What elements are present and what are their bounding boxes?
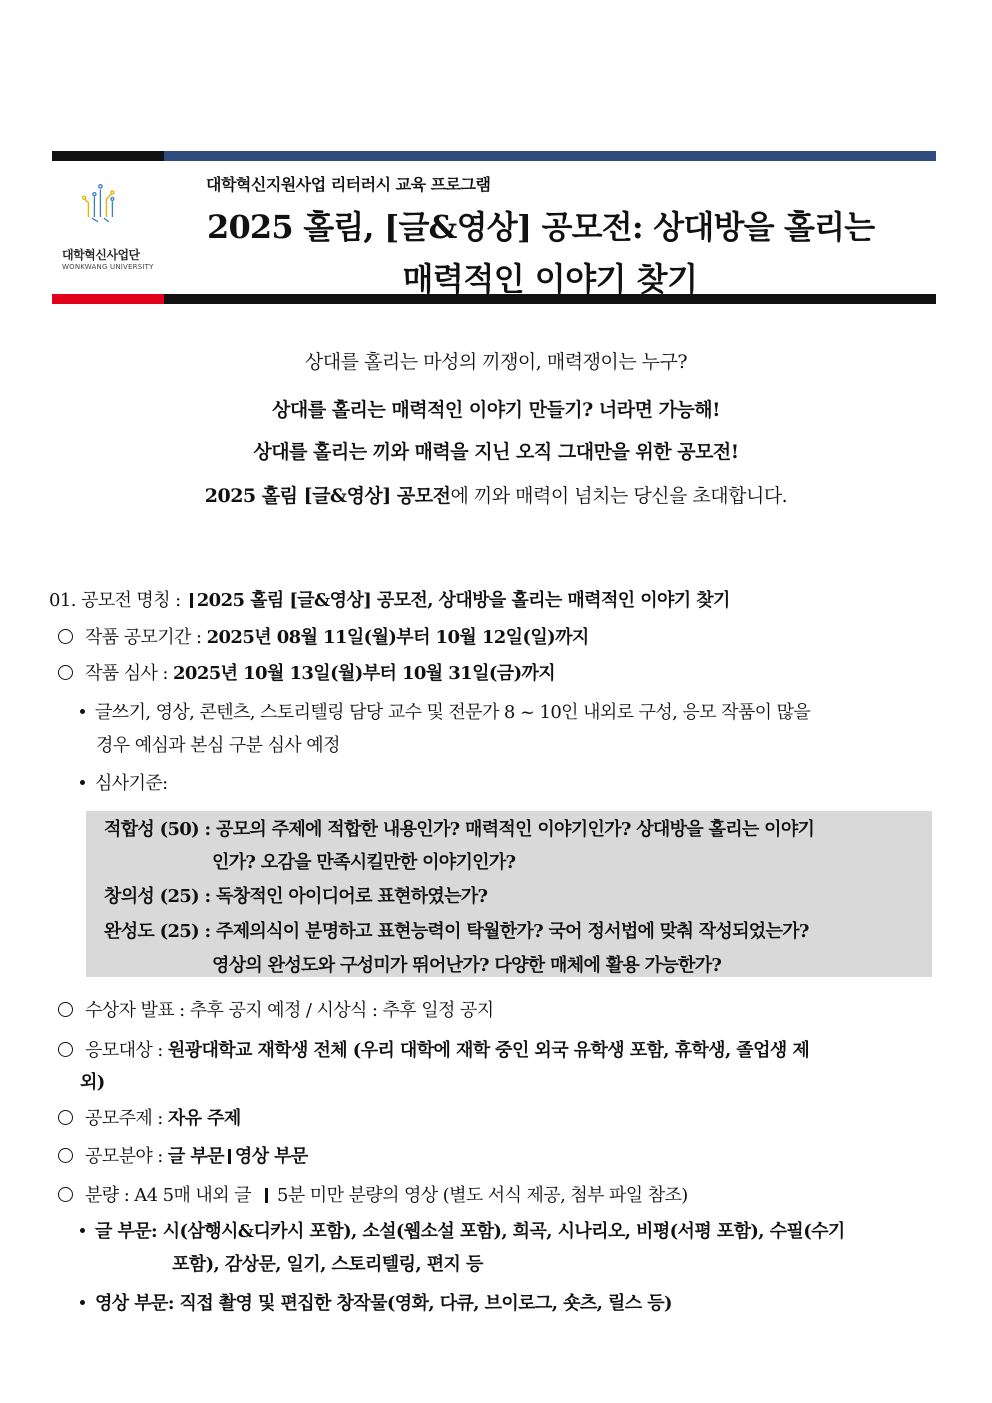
criteria-fitness-line2: 인가? 오감을 만족시킬만한 이야기인가? (212, 852, 516, 873)
volume-label: 분량 : (85, 1185, 135, 1206)
contest-name-value: 2025 홀림 [글&영상] 공모전, 상대방을 홀리는 매력적인 이야기 찾기 (196, 590, 730, 611)
review-bullet1-line2: 경우 예심과 본심 구분 심사 예정 (96, 735, 340, 756)
circle-bullet-icon (58, 1148, 73, 1163)
field-label: 공모분야 : (85, 1146, 168, 1167)
header-bar-black-top (52, 151, 164, 161)
contest-field (58, 1142, 308, 1168)
contest-name-label: 01. 공모전 명칭 : (49, 590, 186, 611)
circle-bullet-icon (58, 629, 73, 644)
writing-category: 글 부문: 시(삼행시&디카시 포함), 소설(웹소설 포함), 희곡, 시나리오, 비평(서평 포함), 수필(수기 (80, 1217, 845, 1243)
logo-name: 대학혁신사업단 (62, 248, 140, 262)
review-period-label: 작품 심사 : (85, 663, 173, 684)
intro-line4-bold: 2025 홀림 [글&영상] 공모전 (204, 485, 451, 507)
criteria-completeness-line2: 영상의 완성도와 구성미가 뛰어난가? 다양한 매체에 활용 가능한가? (212, 955, 722, 976)
eligibility (58, 1036, 809, 1062)
circle-bullet-icon (58, 1187, 73, 1202)
eligibility-line2: 외) (80, 1072, 105, 1093)
volume-video: 5분 미만 분량의 영상 (별도 서식 제공, 첨부 파일 참조) (271, 1185, 688, 1206)
review-bullet1-line1: 글쓰기, 영상, 콘텐츠, 스토리텔링 담당 교수 및 전문가 8 ~ 10인 내외로 구성, 응모 작품이 많을 (80, 698, 810, 724)
page-title-line2: 매력적인 이야기 찾기 (402, 260, 698, 298)
dot-bullet-icon (80, 709, 85, 714)
contest-theme (58, 1104, 241, 1130)
submission-period-label: 작품 공모기간 : (85, 627, 207, 648)
eligibility-label: 응모대상 : (85, 1040, 168, 1061)
review-bullet2: 심사기준: (80, 769, 168, 795)
criteria-creativity: 창의성 (25) : 독창적인 아이디어로 표현하였는가? (104, 886, 488, 907)
theme-label: 공모주제 : (85, 1108, 168, 1129)
intro-line4-rest: 에 끼와 매력이 넘치는 당신을 초대합니다. (450, 485, 788, 507)
intro-line4 (0, 481, 992, 508)
separator-bar (265, 1188, 268, 1203)
video-category: 영상 부문: 직접 촬영 및 편집한 창작물(영화, 다큐, 브이로그, 숏츠, 릴스 등) (80, 1289, 672, 1315)
intro-line2: 상대를 홀리는 매력적인 이야기 만들기? 너라면 가능해! (272, 399, 720, 421)
volume-writing: A4 5매 내외 글 (134, 1185, 251, 1206)
field-value-writing: 글 부문 (167, 1146, 224, 1167)
separator-bar (190, 593, 193, 608)
intro-line3: 상대를 홀리는 끼와 매력을 지닌 오직 그대만을 위한 공모전! (253, 441, 739, 463)
circle-bullet-icon (58, 1110, 73, 1125)
criteria-fitness: 적합성 (50) : 공모의 주제에 적합한 내용인가? 매력적인 이야기인가? 상대방을 홀리는 이야기 (104, 819, 815, 840)
header-bar-navy-top (164, 151, 936, 161)
logo-subtitle: WONKWANG UNIVERSITY (62, 263, 154, 271)
volume (58, 1181, 688, 1207)
dot-bullet-icon (80, 780, 85, 785)
circle-bullet-icon (58, 1002, 73, 1017)
circle-bullet-icon (58, 665, 73, 680)
award-announcement: 수상자 발표 : 추후 공지 예정 / 시상식 : 추후 일정 공지 (58, 996, 494, 1022)
separator-bar (228, 1149, 231, 1164)
section-contest-name (49, 586, 730, 612)
review-period-value: 2025년 10월 13일(월)부터 10월 31일(금)까지 (172, 663, 556, 684)
program-name: 대학혁신지원사업 리터러시 교육 프로그램 (206, 175, 491, 194)
writing-category-line2: 포함), 감상문, 일기, 스토리텔링, 편지 등 (172, 1254, 483, 1275)
intro-line1: 상대를 홀리는 마성의 끼쟁이, 매력쟁이는 누구? (304, 351, 688, 373)
field-value-video: 영상 부문 (234, 1146, 308, 1167)
eligibility-value: 원광대학교 재학생 전체 (우리 대학에 재학 중인 외국 유학생 포함, 휴학생, 졸업생 제 (167, 1040, 810, 1061)
dot-bullet-icon (80, 1300, 85, 1305)
submission-period (58, 623, 589, 649)
submission-period-value: 2025년 08월 11일(월)부터 10월 12일(일)까지 (206, 627, 589, 648)
dot-bullet-icon (80, 1228, 85, 1233)
review-period (58, 659, 555, 685)
circle-bullet-icon (58, 1042, 73, 1057)
criteria-completeness: 완성도 (25) : 주제의식이 분명하고 표현능력이 탁월한가? 국어 정서법에 맞춰 작성되었는가? (104, 921, 809, 942)
theme-value: 자유 주제 (167, 1108, 241, 1129)
university-logo-icon (80, 180, 140, 242)
page-title-line1: 2025 홀림, [글&영상] 공모전: 상대방을 홀리는 (207, 208, 875, 246)
